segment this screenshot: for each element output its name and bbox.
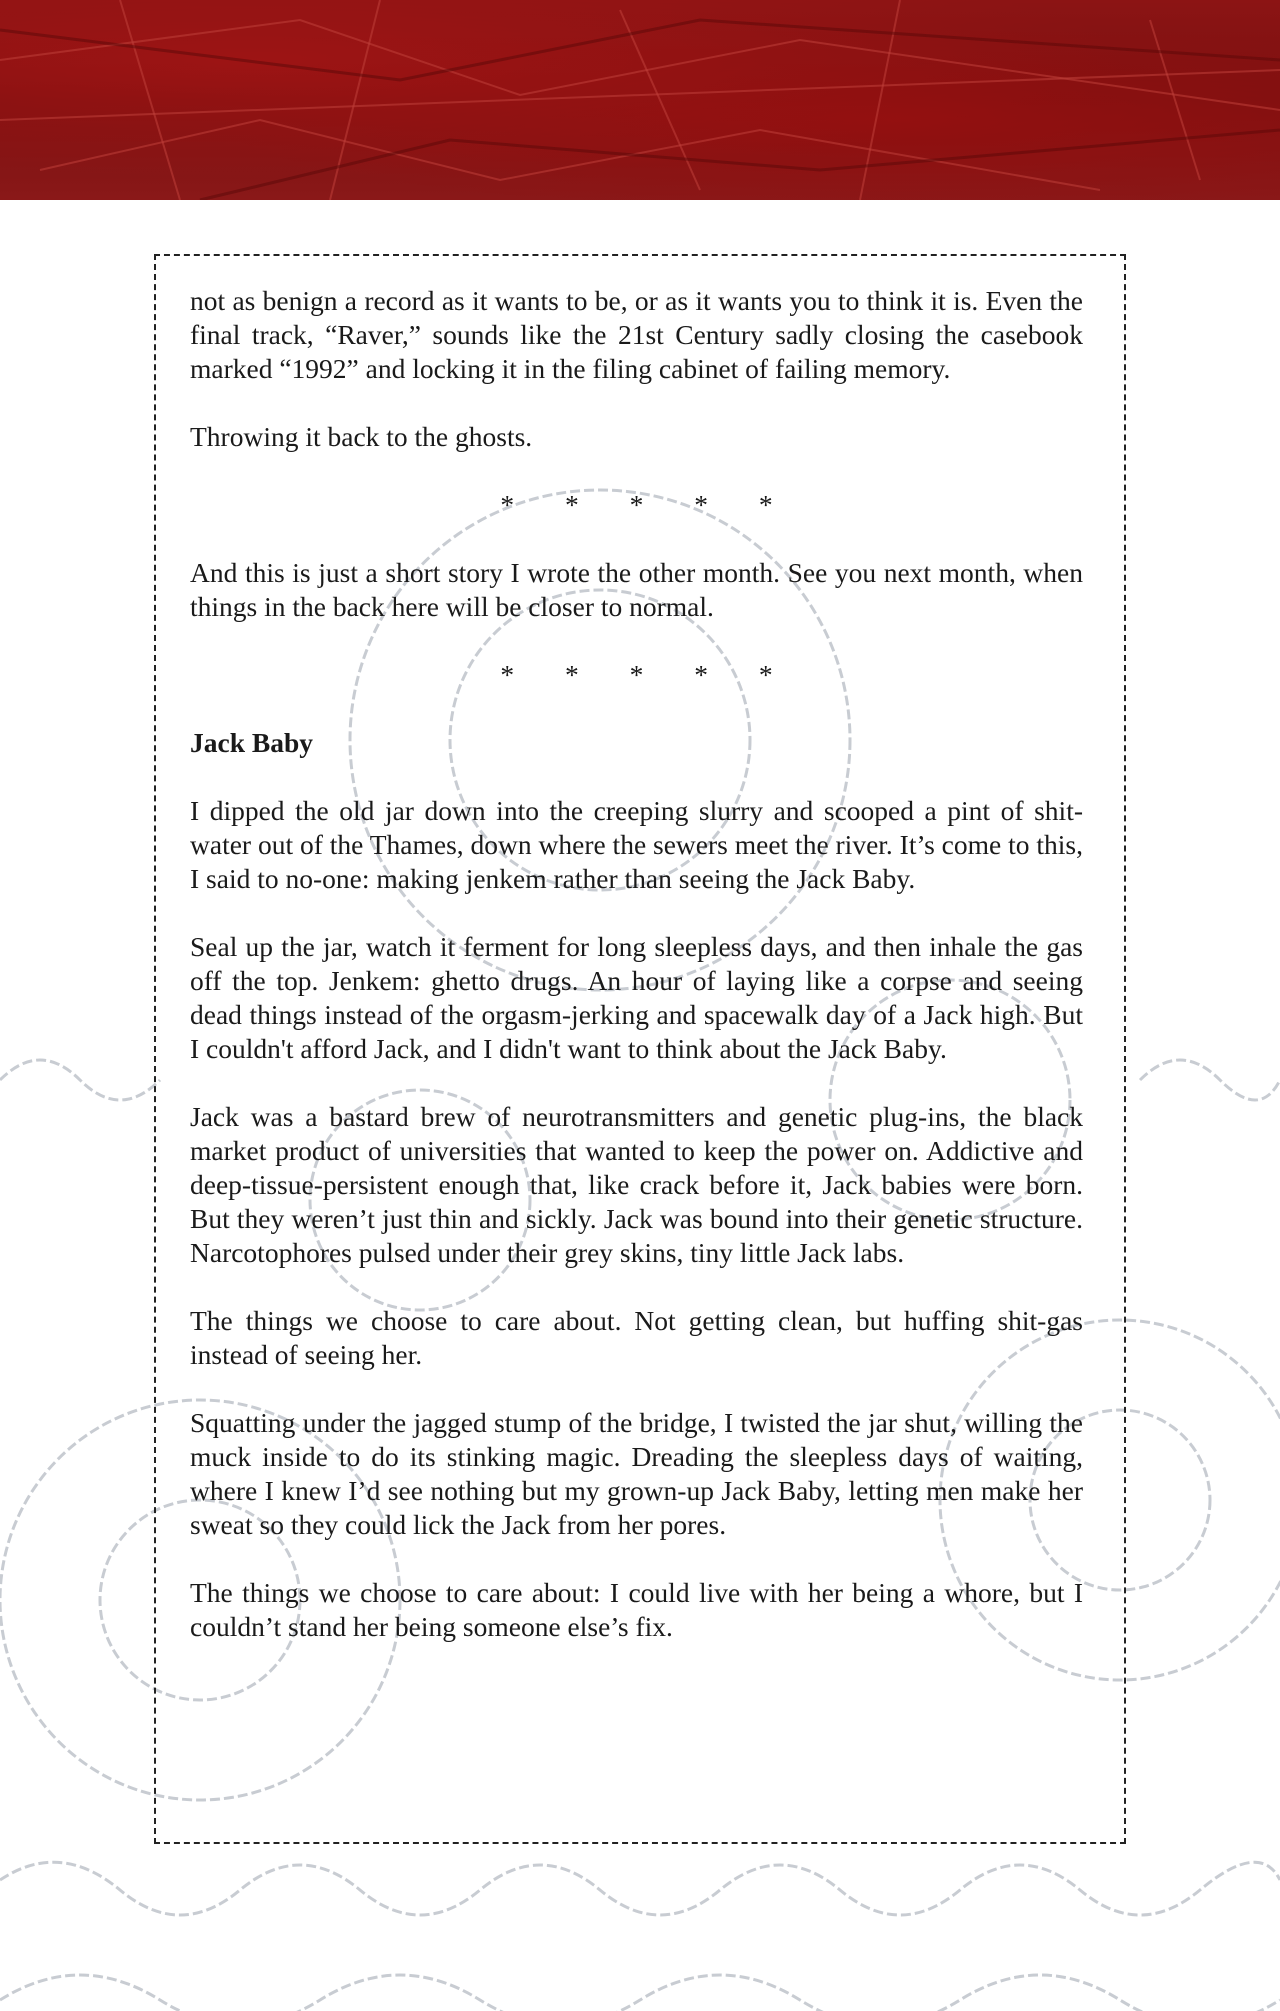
story-paragraph: I dipped the old jar down into the creeping slurry and scooped a pint of shit-water out of the Thames, down where the sewers meet the river. It’s come to this, I said to no-one: making jenkem rather than seeing the Jack Baby. (190, 795, 1083, 894)
story-paragraph: The things we choose to care about. Not getting clean, but huffing shit-gas instead of seeing her. (190, 1305, 1083, 1370)
scratch-texture (0, 0, 1280, 200)
story-paragraph: Seal up the jar, watch it ferment for long sleepless days, and then inhale the gas off the top. Jenkem: ghetto drugs. An hour of laying like a corpse and seeing dead things instead of the orgasm-jerking and spacewalk day of a Jack high. But I couldn't afford Jack, and I didn't want to think about the Jack Baby. (190, 931, 1083, 1064)
paragraph: And this is just a short story I wrote the other month. See you next month, when things in the back here will be closer to normal. (190, 557, 1083, 622)
article-body (190, 284, 1083, 1678)
story-paragraph: Jack was a bastard brew of neurotransmitters and genetic plug-ins, the black market product of universities that wanted to keep the power on. Addictive and deep-tissue-persistent enough that, like crack before it, Jack babies were born. But they weren’t just thin and sickly. Jack was bound into their genetic structure. Narcotophores pulsed under their grey skins, tiny little Jack labs. (190, 1101, 1083, 1268)
story-paragraph: Squatting under the jagged stump of the bridge, I twisted the jar shut, willing the muck inside to do its stinking magic. Dreading the sleepless days of waiting, where I knew I’d see nothing but my grown-up Jack Baby, letting men make her sweat so they could lick the Jack from her pores. (190, 1407, 1083, 1540)
story-paragraph: The things we choose to care about: I could live with her being a whore, but I couldn’t stand her being someone else’s fix. (190, 1577, 1083, 1642)
paragraph: not as benign a record as it wants to be, or as it wants you to think it is. Even the final track, “Raver,” sounds like the 21st Century sadly closing the casebook marked “1992” and locking it in the filing cabinet of failing memory. (190, 285, 1083, 384)
section-separator: * * * * * (500, 659, 795, 690)
section-separator: * * * * * (500, 489, 795, 520)
header-texture-band (0, 0, 1280, 200)
paragraph: Throwing it back to the ghosts. (190, 421, 533, 452)
story-title: Jack Baby (190, 727, 314, 758)
